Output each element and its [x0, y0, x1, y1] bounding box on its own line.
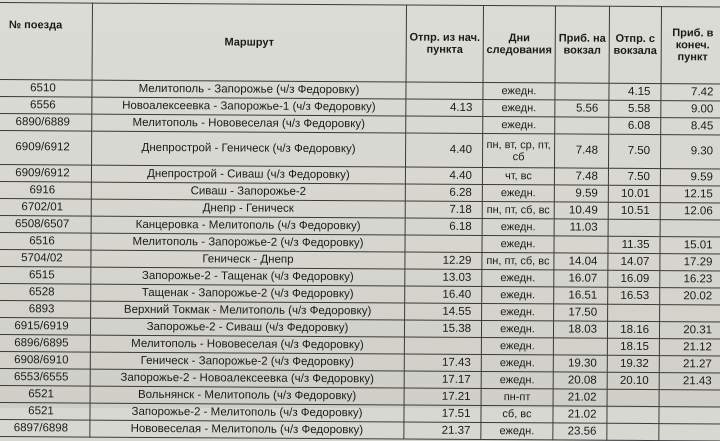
- header-train: № поезда: [0, 3, 92, 81]
- cell-days: ежедн.: [483, 82, 555, 99]
- cell-days: ежедн.: [481, 371, 553, 388]
- header-row: [0, 3, 720, 84]
- cell-arr-station: 16.51: [554, 287, 608, 304]
- cell-arr-end: 15.01: [660, 237, 720, 254]
- cell-days: ежедн.: [481, 320, 553, 337]
- cell-train: 6893: [0, 300, 91, 318]
- cell-train: 5704/02: [0, 249, 91, 267]
- cell-arr-end: 7.42: [661, 84, 720, 101]
- cell-days: ежедн.: [482, 218, 554, 235]
- cell-route: Верхний Токмак - Мелитополь (ч/з Федоровку): [91, 301, 405, 320]
- cell-dep-start: 4.40: [405, 133, 482, 167]
- cell-route: Сиваш - Запорожье-2: [91, 182, 405, 201]
- cell-arr-end: 21.12: [659, 339, 720, 356]
- cell-route: Мелитополь - Запорожье-2 (ч/з Федоровку): [91, 233, 405, 252]
- cell-arr-end: 20.02: [660, 288, 720, 305]
- cell-train: 6528: [0, 283, 91, 301]
- cell-train: 6915/6919: [0, 317, 91, 335]
- cell-days: пн, пт, сб, вс: [482, 252, 554, 269]
- cell-arr-station: 10.49: [554, 202, 608, 219]
- cell-dep-station: [607, 389, 659, 406]
- cell-arr-end: 17.29: [660, 254, 720, 271]
- cell-dep-station: 5.58: [609, 100, 661, 117]
- cell-dep-station: 7.50: [608, 168, 660, 185]
- cell-arr-end: 12.06: [660, 203, 720, 220]
- cell-route: Днепрострой - Сиваш (ч/з Федоровку): [91, 165, 405, 184]
- cell-days: ежедн.: [483, 99, 555, 116]
- cell-arr-end: [659, 424, 720, 441]
- cell-days: ежедн.: [482, 303, 554, 320]
- cell-arr-station: 19.30: [553, 355, 607, 372]
- cell-arr-station: 7.48: [554, 168, 608, 185]
- cell-train: 6556: [0, 97, 92, 115]
- cell-arr-station: 7.48: [554, 134, 608, 168]
- cell-train: 6916: [0, 181, 91, 199]
- cell-dep-start: [405, 235, 482, 252]
- cell-days: пн, вт, ср, пт, сб: [482, 133, 554, 167]
- cell-arr-station: 18.03: [553, 321, 607, 338]
- cell-train: 6553/6555: [0, 368, 90, 386]
- cell-arr-station: 17.50: [554, 304, 608, 321]
- cell-route: Днепр - Геническ: [91, 199, 405, 218]
- cell-route: Запорожье-2 - Тащенак (ч/з Федоровку): [91, 267, 405, 286]
- header-dep-station: Отпр. с вокзала: [609, 6, 661, 83]
- cell-train: 6521: [0, 385, 90, 403]
- cell-dep-start: 17.21: [404, 388, 481, 405]
- cell-days: сб, вс: [481, 405, 553, 422]
- cell-dep-start: 15.38: [404, 320, 481, 337]
- cell-dep-start: 16.40: [405, 286, 482, 303]
- cell-arr-station: 23.56: [553, 423, 607, 440]
- cell-route: Геническ - Запорожье-2 (ч/з Федоровку): [90, 352, 404, 371]
- cell-arr-end: 21.27: [659, 356, 720, 373]
- cell-train: 6521: [0, 402, 90, 420]
- cell-dep-station: 20.10: [607, 372, 659, 389]
- cell-dep-station: 16.09: [608, 270, 660, 287]
- cell-dep-start: [404, 337, 481, 354]
- table-row: [0, 131, 720, 169]
- cell-dep-start: 17.51: [404, 405, 481, 422]
- cell-dep-start: [406, 116, 483, 133]
- cell-train: 6508/6507: [0, 215, 91, 233]
- cell-arr-station: [553, 338, 607, 355]
- cell-arr-station: 14.04: [554, 253, 608, 270]
- cell-dep-start: 7.18: [405, 201, 482, 218]
- cell-days: ежедн.: [481, 337, 553, 354]
- cell-route: Запорожье-2 - Новоалексеевка (ч/з Федоровку): [90, 369, 404, 388]
- cell-route: Тащенак - Запорожье-2 (ч/з Федоровку): [91, 284, 405, 303]
- cell-dep-station: 7.50: [608, 134, 660, 168]
- train-timetable: [0, 2, 720, 441]
- cell-dep-station: 10.51: [608, 202, 660, 219]
- cell-route: Канцеровка - Мелитополь (ч/з Федоровку): [91, 216, 405, 235]
- cell-arr-station: [554, 236, 608, 253]
- cell-arr-end: [660, 220, 720, 237]
- cell-dep-station: [608, 219, 660, 236]
- cell-arr-station: [555, 117, 609, 134]
- cell-train: 6909/6912: [0, 165, 92, 183]
- cell-days: пн-пт: [481, 388, 553, 405]
- cell-days: пн, пт, сб, вс: [482, 201, 554, 218]
- cell-route: Днепрострой - Геническ (ч/з Федоровку): [92, 131, 406, 167]
- cell-arr-end: 12.15: [660, 186, 720, 203]
- cell-days: ежедн.: [482, 269, 554, 286]
- cell-dep-station: 11.35: [608, 236, 660, 253]
- cell-route: Запорожье-2 - Сиваш (ч/з Федоровку): [90, 318, 404, 337]
- cell-dep-start: 21.37: [404, 422, 481, 439]
- cell-dep-start: 6.18: [405, 218, 482, 235]
- cell-dep-station: 14.07: [608, 253, 660, 270]
- cell-dep-station: 4.15: [609, 83, 661, 100]
- cell-dep-station: [607, 423, 659, 440]
- cell-route: Мелитополь - Нововеселая (ч/з Федоровку): [90, 335, 404, 354]
- cell-train: 6702/01: [0, 198, 91, 216]
- cell-dep-start: 14.55: [405, 303, 482, 320]
- cell-arr-station: 11.03: [554, 219, 608, 236]
- cell-dep-station: 16.53: [608, 287, 660, 304]
- cell-dep-start: 13.03: [405, 269, 482, 286]
- cell-arr-end: [659, 407, 720, 424]
- cell-days: ежедн.: [483, 116, 555, 133]
- cell-route: Мелитополь - Запорожье (ч/з Федоровку): [92, 80, 406, 99]
- cell-arr-station: 5.56: [555, 100, 609, 117]
- header-dep-start: Отпр. из нач. пункта: [406, 5, 483, 82]
- cell-days: ежедн.: [482, 184, 554, 201]
- cell-dep-station: 18.16: [607, 321, 659, 338]
- cell-route: Новоалексеевка - Запорожье-1 (ч/з Федоровку): [92, 97, 406, 116]
- cell-days: чт, вс: [482, 167, 554, 184]
- cell-dep-station: 19.32: [607, 355, 659, 372]
- cell-dep-start: [406, 82, 483, 99]
- cell-train: 6908/6910: [0, 351, 90, 369]
- cell-train: 6890/6889: [0, 114, 92, 132]
- cell-arr-station: 20.08: [553, 372, 607, 389]
- cell-arr-end: 9.00: [661, 101, 720, 118]
- cell-route: Вольнянск - Мелитополь (ч/з Федоровку): [90, 386, 404, 405]
- cell-arr-station: 21.02: [553, 389, 607, 406]
- header-days: Дни следования: [483, 5, 555, 82]
- header-route: Маршрут: [92, 3, 406, 82]
- cell-arr-end: [659, 390, 720, 407]
- cell-dep-start: 6.28: [405, 184, 482, 201]
- cell-dep-start: 17.17: [404, 371, 481, 388]
- cell-arr-station: 16.07: [554, 270, 608, 287]
- header-arr-station: Приб. на вокзал: [555, 6, 609, 83]
- cell-days: ежедн.: [482, 286, 554, 303]
- cell-arr-station: 21.02: [553, 406, 607, 423]
- cell-arr-end: 9.30: [660, 135, 720, 169]
- cell-dep-station: [608, 304, 660, 321]
- cell-dep-start: 17.43: [404, 354, 481, 371]
- cell-days: ежедн.: [481, 354, 553, 371]
- cell-days: ежедн.: [482, 235, 554, 252]
- cell-arr-end: 16.23: [660, 271, 720, 288]
- cell-days: ежедн.: [481, 422, 553, 439]
- cell-dep-station: [607, 406, 659, 423]
- table-row: [0, 419, 720, 440]
- cell-dep-station: 18.15: [607, 338, 659, 355]
- cell-train: 6510: [0, 80, 92, 98]
- cell-route: Мелитополь - Нововеселая (ч/з Федоровку): [92, 114, 406, 133]
- cell-arr-station: 9.59: [554, 185, 608, 202]
- cell-dep-start: 12.29: [405, 252, 482, 269]
- cell-dep-station: 10.01: [608, 185, 660, 202]
- cell-arr-end: 8.45: [661, 118, 720, 135]
- cell-route: Запорожье-2 - Мелитополь (ч/з Федоровку): [90, 403, 404, 422]
- cell-dep-start: 4.40: [405, 167, 482, 184]
- cell-dep-station: 6.08: [609, 117, 661, 134]
- cell-route: Нововеселая - Мелитополь (ч/з Федоровку): [90, 420, 404, 439]
- cell-arr-station: [555, 83, 609, 100]
- cell-arr-end: 21.43: [659, 373, 720, 390]
- cell-arr-end: [660, 305, 720, 322]
- cell-arr-end: 9.59: [660, 169, 720, 186]
- cell-train: 6516: [0, 232, 91, 250]
- cell-route: Геническ - Днепр: [91, 250, 405, 269]
- cell-train: 6896/6895: [0, 334, 90, 352]
- cell-dep-start: 4.13: [406, 99, 483, 116]
- cell-train: 6897/6898: [0, 419, 90, 437]
- cell-arr-end: 20.31: [659, 322, 720, 339]
- header-arr-end: Приб. в конеч. пункт: [661, 7, 720, 84]
- cell-train: 6909/6912: [0, 131, 92, 166]
- cell-train: 6515: [0, 266, 91, 284]
